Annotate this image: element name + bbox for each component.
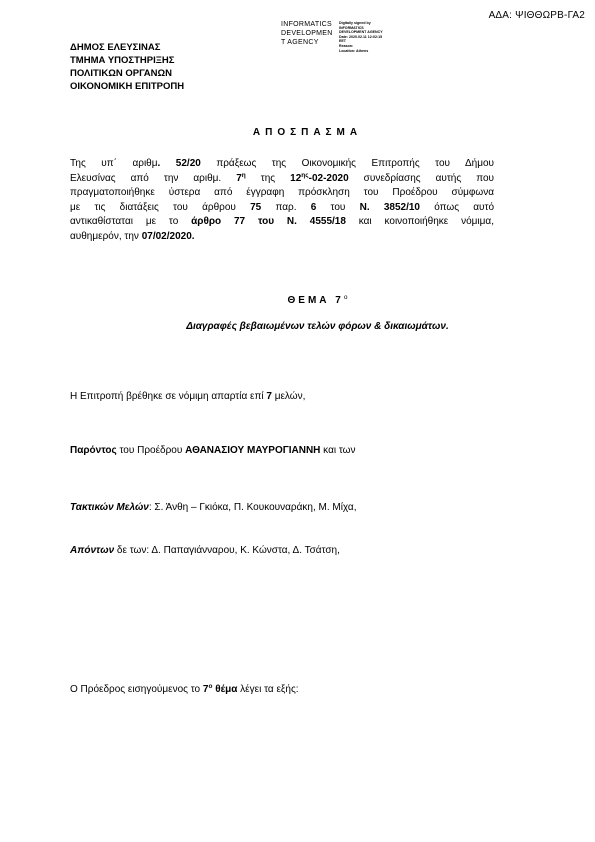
stamp-detail-line: Date: 2020.02.11 12:02:15: [339, 34, 383, 39]
stamp-detail-line: INFORMATICS: [339, 25, 364, 30]
paragraph-line: Ελευσίνας από την αριθμ. $7^\eta$ της $12^{\eta\varsigma}-02-2020$ συνεδρίασης αυτής που: [70, 171, 494, 184]
decision-paragraph: [70, 157, 494, 244]
stamp-detail-line: EET: [339, 39, 346, 44]
digital-signature-stamp: [281, 20, 391, 54]
quorum-line: Η Επιτροπή βρέθηκε σε νόμιμη απαρτία επί 7 μελών,: [70, 391, 306, 402]
paragraph-line: πραγματοποιήθηκε ύστερα από έγγραφη πρόσκληση του Προέδρου σύμφωνα: [70, 187, 494, 198]
stamp-detail-line: Location: Athens: [339, 48, 369, 53]
municipality-header: [70, 41, 184, 93]
paragraph-line: αντικαθίσταται με το άρθρο 77 του Ν. 4555/18 και κοινοποιήθηκε νόμιμα,: [70, 216, 494, 227]
committee-name: ΟΙΚΟΝΟΜΙΚΗ ΕΠΙΤΡΟΠΗ: [70, 81, 185, 92]
stamp-detail-line: DEVELOPMENT AGENCY: [339, 30, 383, 35]
stamp-org-line: INFORMATICS: [281, 21, 333, 28]
department-name: ΤΜΗΜΑ ΥΠΟΣΤΗΡΙΞΗΣ: [70, 55, 175, 66]
paragraph-line: αυθημερόν, την 07/02/2020.: [70, 230, 195, 242]
topic-number: ΘΕΜΑ $7^o$: [287, 294, 348, 306]
introduction-line: Ο Πρόεδρος εισηγούμενος το $7^o$ θέμα λέγει τα εξής:: [70, 683, 299, 695]
stamp-org-line: DEVELOPMEN: [281, 30, 333, 37]
municipality-name: ΔΗΜΟΣ ΕΛΕΥΣΙΝΑΣ: [70, 42, 161, 53]
stamp-details: [339, 21, 383, 53]
document-title: ΑΠΟΣΠΑΣΜΑ: [252, 127, 363, 138]
stamp-detail-line: Digitally signed by: [339, 21, 371, 25]
department-name-cont: ΠΟΛΙΤΙΚΩΝ ΟΡΓΑΝΩΝ: [70, 68, 172, 79]
ada-code: ΑΔΑ: ΨΙΘΘΩΡΒ-ΓΑ2: [488, 10, 585, 21]
stamp-detail-line: Reason:: [339, 43, 354, 48]
stamp-organization: [281, 20, 333, 47]
stamp-org-line: T AGENCY: [281, 39, 319, 46]
present-line: Παρόντος του Προέδρου ΑΘΑΝΑΣΙΟΥ ΜΑΥΡΟΓΙΑΝΝΗ και των: [70, 445, 356, 456]
topic-subject: Διαγραφές βεβαιωμένων τελών φόρων & δικαιωμάτων.: [186, 321, 449, 332]
paragraph-line: με τις διατάξεις του άρθρου 75 παρ. 6 του Ν. 3852/10 όπως αυτό: [70, 201, 495, 213]
members-line: Τακτικών Μελών: Σ. Άνθη – Γκιόκα, Π. Κουκουναράκη, Μ. Μίχα,: [70, 502, 357, 513]
absent-line: Απόντων δε των: Δ. Παπαγιάνναρου, Κ. Κώνστα, Δ. Τσάτση,: [70, 545, 340, 556]
paragraph-line: Της υπ΄ αριθμ. 52/20 πράξεως της Οικονομικής Επιτροπής του Δήμου: [70, 158, 494, 169]
